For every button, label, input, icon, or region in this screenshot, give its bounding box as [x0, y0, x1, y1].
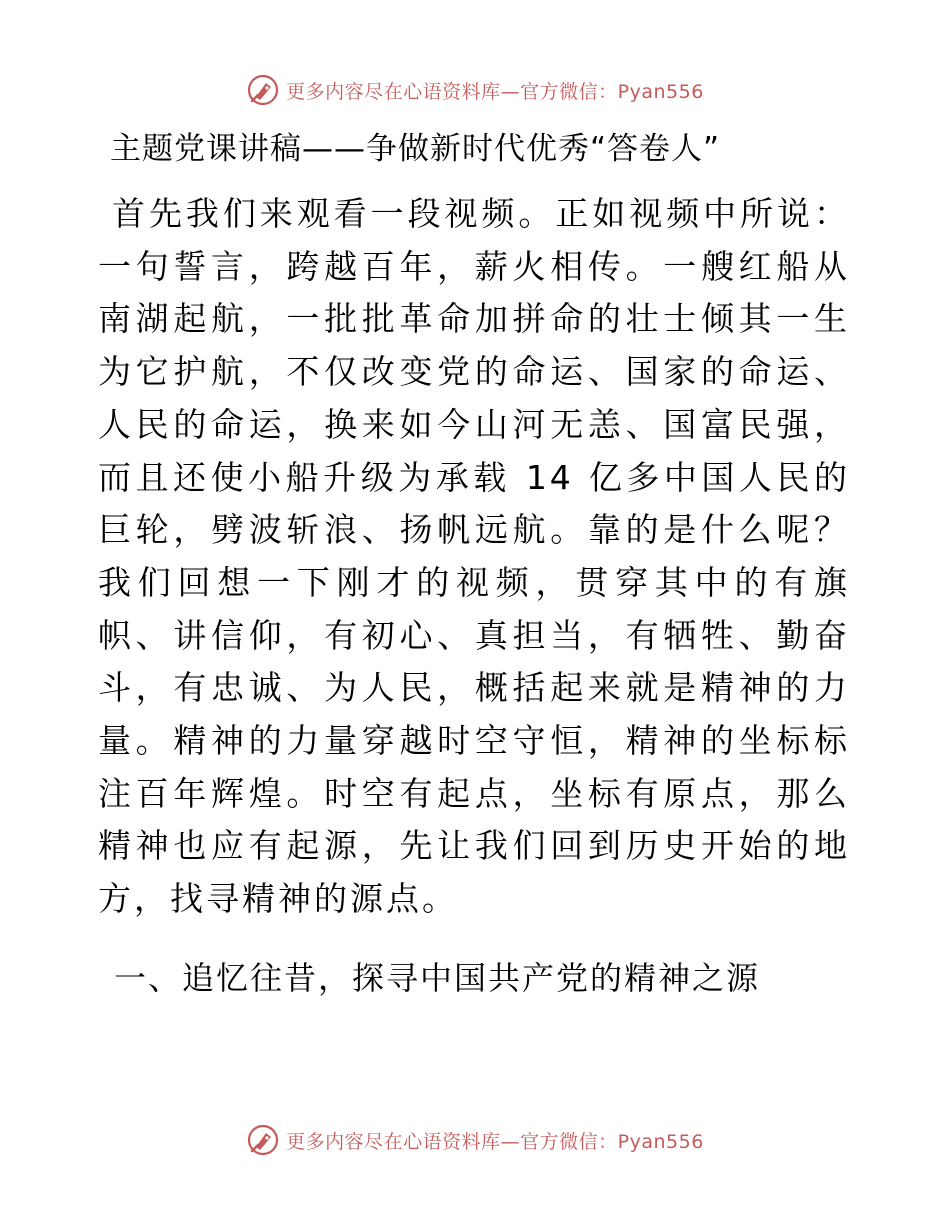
document-title: 主题党课讲稿——争做新时代优秀“答卷人” [110, 131, 721, 167]
watermark-text: 更多内容尽在心语资料库—官方微信：Pyan556 [286, 1130, 704, 1153]
section-heading: 一、追忆往昔，探寻中国共产党的精神之源 [114, 958, 761, 997]
pen-nib-logo-icon [246, 1123, 280, 1157]
watermark-text: 更多内容尽在心语资料库—官方微信：Pyan556 [286, 80, 704, 103]
header-watermark [0, 70, 950, 110]
document-body [98, 118, 850, 1004]
body-paragraph: 首先我们来观看一段视频。正如视频中所说：一句誓言，跨越百年，薪火相传。一艘红船从南湖起航，一批批革命加拼命的壮士倾其一生为它护航，不仅改变党的命运、国家的命运、人民的命运，换来如今山河无恙、国富民强，而且还使小船升级为承载 14 亿多中国人民的巨轮，劈波斩浪、扬帆远航。靠的是什么呢？我们回想一下刚才的视频，贯穿其中的有旗帜、讲信仰，有初心、真担当，有牺牲、勤奋斗，有忠诚、为人民，概括起来就是精神的力量。精神的力量穿越时空守恒，精神的坐标标注百年辉煌。时空有起点，坐标有原点，那么精神也应有起源，先让我们回到历史开始的地方，找寻精神的源点。 [98, 194, 850, 919]
footer-watermark [0, 1120, 950, 1160]
pen-nib-logo-icon [246, 73, 280, 107]
